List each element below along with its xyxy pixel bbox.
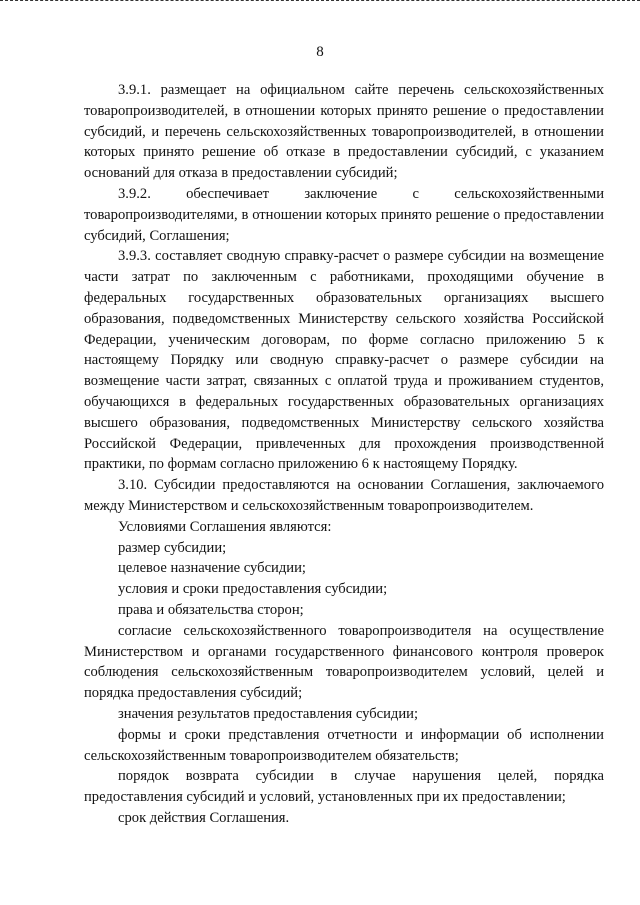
- condition-item: значения результатов предоставления субсидии;: [118, 705, 419, 722]
- condition-item: формы и сроки представления отчетности и информации об исполнении сельскохозяйственным товаропроизводителем обязательств;: [84, 726, 604, 764]
- condition-item: целевое назначение субсидии;: [118, 560, 306, 577]
- paragraph-3-9-2: 3.9.2. обеспечивает заключение с сельскохозяйственными товаропроизводителями, в отношении которых принято решение о предоставлении субсидий, Соглашения;: [84, 185, 604, 244]
- page-number: 8: [316, 44, 324, 60]
- paragraph-3-9-3: 3.9.3. составляет сводную справку-расчет о размере субсидии на возмещение части затрат по заключенным с работниками, проходящими обучение в федеральных государственных образовательных организациях высшего образования, подведомственных Министерству сельского хозяйства Российской Федерации, ученическим договорам, по форме согласно приложению 5 к настоящему Порядку или сводную справку-расчет о размере субсидии на возмещение части затрат, связанных с оплатой труда и проживанием студентов, обучающихся в федеральных государственных образовательных организациях высшего образования, подведомственных Министерству сельского хозяйства Российской Федерации, привлеченных для прохождения производственной практики, по формам согласно приложению 6 к настоящему Порядку.: [84, 248, 604, 473]
- condition-item: права и обязательства сторон;: [118, 601, 304, 618]
- agreement-conditions-heading: Условиями Соглашения являются:: [118, 518, 332, 535]
- condition-item: условия и сроки предоставления субсидии;: [118, 581, 388, 598]
- paragraph-3-9-1: 3.9.1. размещает на официальном сайте перечень сельскохозяйственных товаропроизводителей, в отношении которых принято решение о предоставлении субсидий, и перечень сельскохозяйственных товаропроизводителей, в отношении которых принято решение об отказе в предоставлении субсидий, с указанием оснований для отказа в предоставлении субсидий;: [84, 82, 604, 182]
- condition-item: порядок возврата субсидии в случае нарушения целей, порядка предоставления субсидий и условий, установленных при их предоставлении;: [84, 768, 604, 806]
- document-body: [84, 80, 604, 829]
- top-border-line: [0, 0, 640, 4]
- condition-item: размер субсидии;: [118, 539, 227, 556]
- condition-item: согласие сельскохозяйственного товаропроизводителя на осуществление Министерством и органами государственного финансового контроля проверок соблюдения сельскохозяйственным товаропроизводителем условий, целей и порядка предоставления субсидий;: [84, 622, 604, 702]
- paragraph-3-10: 3.10. Субсидии предоставляются на основании Соглашения, заключаемого между Министерством и сельскохозяйственным товаропроизводителем.: [84, 477, 604, 514]
- condition-item: срок действия Соглашения.: [118, 809, 290, 826]
